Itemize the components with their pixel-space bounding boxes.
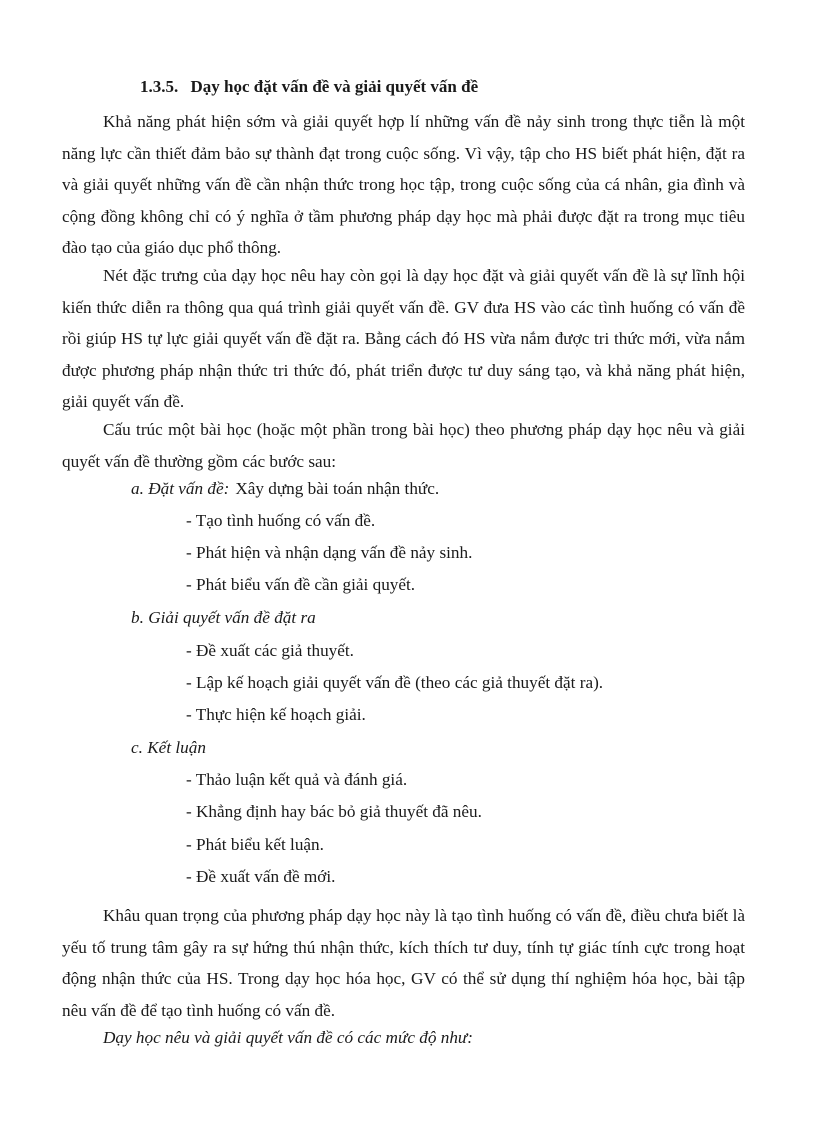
section-title: Dạy học đặt vấn đề và giải quyết vấn đề <box>190 77 479 96</box>
step-description: Xây dựng bài toán nhận thức. <box>235 479 440 498</box>
step-label: a. Đặt vấn đề: <box>131 479 230 498</box>
section-heading <box>140 77 478 97</box>
section-number: 1.3.5. <box>140 77 179 96</box>
paragraph-intro: Khả năng phát hiện sớm và giải quyết hợp lí những vấn đề nảy sinh trong thực tiễn là một năng lực cần thiết đảm bảo sự thành đạt trong cuộc sống. Vì vậy, tập cho HS biết phát hiện, đặt ra và giải quyết những vấn đề cần nhận thức trong học tập, trong cuộc sống của cá nhân, gia đình và cộng đồng không chỉ có ý nghĩa ở tầm phương pháp dạy học mà phải được đặt ra trong mục tiêu đào tạo của giáo dục phổ thông. <box>62 112 745 258</box>
list-item: - Lập kế hoạch giải quyết vấn đề (theo các giả thuyết đặt ra). <box>186 673 604 692</box>
step-label: b. Giải quyết vấn đề đặt ra <box>131 608 316 627</box>
paragraph-structure: Cấu trúc một bài học (hoặc một phần trong bài học) theo phương pháp dạy học nêu và giải quyết vấn đề thường gồm các bước sau: <box>62 420 745 471</box>
list-item: - Đề xuất các giả thuyết. <box>186 641 354 660</box>
list-item: - Tạo tình huống có vấn đề. <box>186 511 376 530</box>
step-b <box>131 607 316 629</box>
paragraph-closing: Khâu quan trọng của phương pháp dạy học này là tạo tình huống có vấn đề, điều chưa biết là yếu tố trung tâm gây ra sự hứng thú nhận thức, kích thích tư duy, tính tự giác tính cực trong hoạt động nhận thức của HS. Trong dạy học hóa học, GV có thể sử dụng thí nghiệm hóa học, bài tập nêu vấn đề để tạo tình huống có vấn đề. <box>62 906 745 1020</box>
step-label: c. Kết luận <box>131 738 206 757</box>
list-item: - Đề xuất vấn đề mới. <box>186 867 336 886</box>
list-item: - Phát hiện và nhận dạng vấn đề nảy sinh. <box>186 543 473 562</box>
list-item: - Thực hiện kế hoạch giải. <box>186 705 366 724</box>
step-c <box>131 737 206 759</box>
list-item: - Thảo luận kết quả và đánh giá. <box>186 770 408 789</box>
list-item: - Khẳng định hay bác bỏ giả thuyết đã nêu. <box>186 802 482 821</box>
step-a <box>131 478 439 500</box>
list-item: - Phát biểu vấn đề cần giải quyết. <box>186 575 416 594</box>
list-item: - Phát biểu kết luận. <box>186 835 324 854</box>
paragraph-characteristics: Nét đặc trưng của dạy học nêu hay còn gọi là dạy học đặt và giải quyết vấn đề là sự lĩnh hội kiến thức diễn ra thông qua quá trình giải quyết vấn đề. GV đưa HS vào các tình huống có vấn đề rồi giúp HS tự lực giải quyết vấn đề đặt ra. Bằng cách đó HS vừa nắm được tri thức mới, vừa nắm được phương pháp nhận thức tri thức đó, phát triển được tư duy sáng tạo, và khả năng phát hiện, giải quyết vấn đề. <box>62 266 745 412</box>
paragraph-final: Dạy học nêu và giải quyết vấn đề có các mức độ như: <box>103 1028 474 1047</box>
